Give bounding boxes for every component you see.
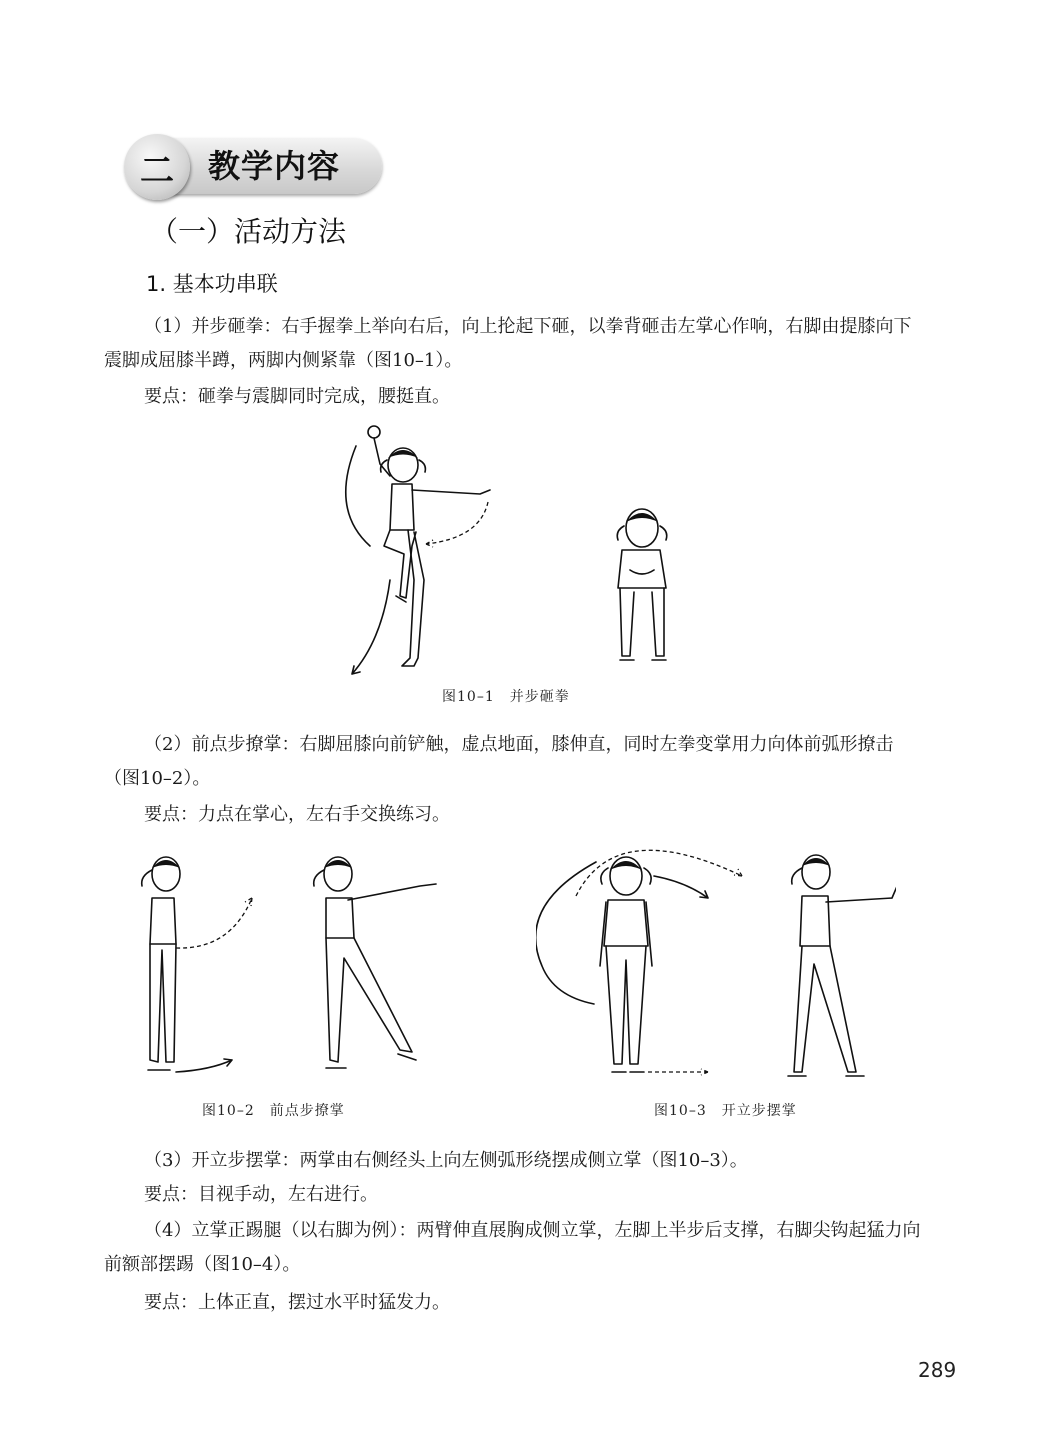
figure-10-3-caption: 图10–3 开立步摆掌 <box>654 1103 797 1119</box>
subsection-heading: （一）活动方法 <box>150 215 347 248</box>
paragraph-4-key-point: 要点：上体正直，摆过水平时猛发力。 <box>144 1292 450 1313</box>
figure-10-3-girl-side-palm <box>788 855 896 1076</box>
figure-10-2-caption: 图10–2 前点步撩掌 <box>202 1103 345 1119</box>
arrow-foot <box>176 1059 232 1072</box>
page-number: 289 <box>918 1358 957 1382</box>
section-number-badge <box>124 134 190 200</box>
dashed-arrow-hand <box>176 898 252 948</box>
figure-10-3-girl-front <box>600 857 652 1072</box>
paragraph-3: （3）开立步摆掌：两掌由右侧经头上向左侧弧形绕摆成侧立掌（图10–3）。 <box>144 1150 748 1171</box>
paragraph-4: （4）立掌正踢腿（以右脚为例）：两臂伸直展胸成侧立掌，左脚上半步后支撑，右脚尖钩起猛力向前额部摆踢（图10–4）。 <box>104 1220 921 1275</box>
section-title: 教学内容 <box>208 147 341 185</box>
dashed-arrow-foot <box>648 1069 708 1075</box>
figure-10-2-girl-forward-step <box>314 857 436 1068</box>
section-number: 二 <box>140 150 174 191</box>
figure-10-1-girl-squat <box>617 509 667 660</box>
figure-10-2-girl-standing <box>142 857 180 1070</box>
paragraph-1: （1）并步砸拳：右手握拳上举向右后，向上抡起下砸，以拳背砸击左掌心作响，右脚由提膝向下震脚成屈膝半蹲，两脚内侧紧靠（图10–1）。 <box>104 316 912 371</box>
arc-arrow-upper <box>346 446 370 546</box>
paragraph-2-key-point: 要点：力点在掌心，左右手交换练习。 <box>144 804 450 825</box>
arc-arrow-lower <box>352 580 390 674</box>
figure-10-3-illustration <box>536 836 896 1086</box>
figure-10-1-caption: 图10–1 并步砸拳 <box>442 689 570 705</box>
figure-10-1-girl-knee-lift <box>368 426 490 666</box>
paragraph-2: （2）前点步撩掌：右脚屈膝向前铲触，虚点地面，膝伸直，同时左拳变掌用力向体前弧形撩击（图10–2）。 <box>104 734 894 789</box>
figure-10-2-illustration <box>120 840 440 1090</box>
dashed-arc-arrow <box>426 502 488 547</box>
figure-10-1-illustration <box>330 420 710 680</box>
dashed-arc-overhead <box>576 850 742 896</box>
paragraph-3-key-point: 要点：目视手动，左右进行。 <box>144 1184 378 1205</box>
arrow-overhead <box>654 876 708 898</box>
subsubsection-heading: 1. 基本功串联 <box>146 272 278 296</box>
paragraph-1-key-point: 要点：砸拳与震脚同时完成，腰挺直。 <box>144 386 450 407</box>
arc-arrow-large <box>536 862 596 1004</box>
